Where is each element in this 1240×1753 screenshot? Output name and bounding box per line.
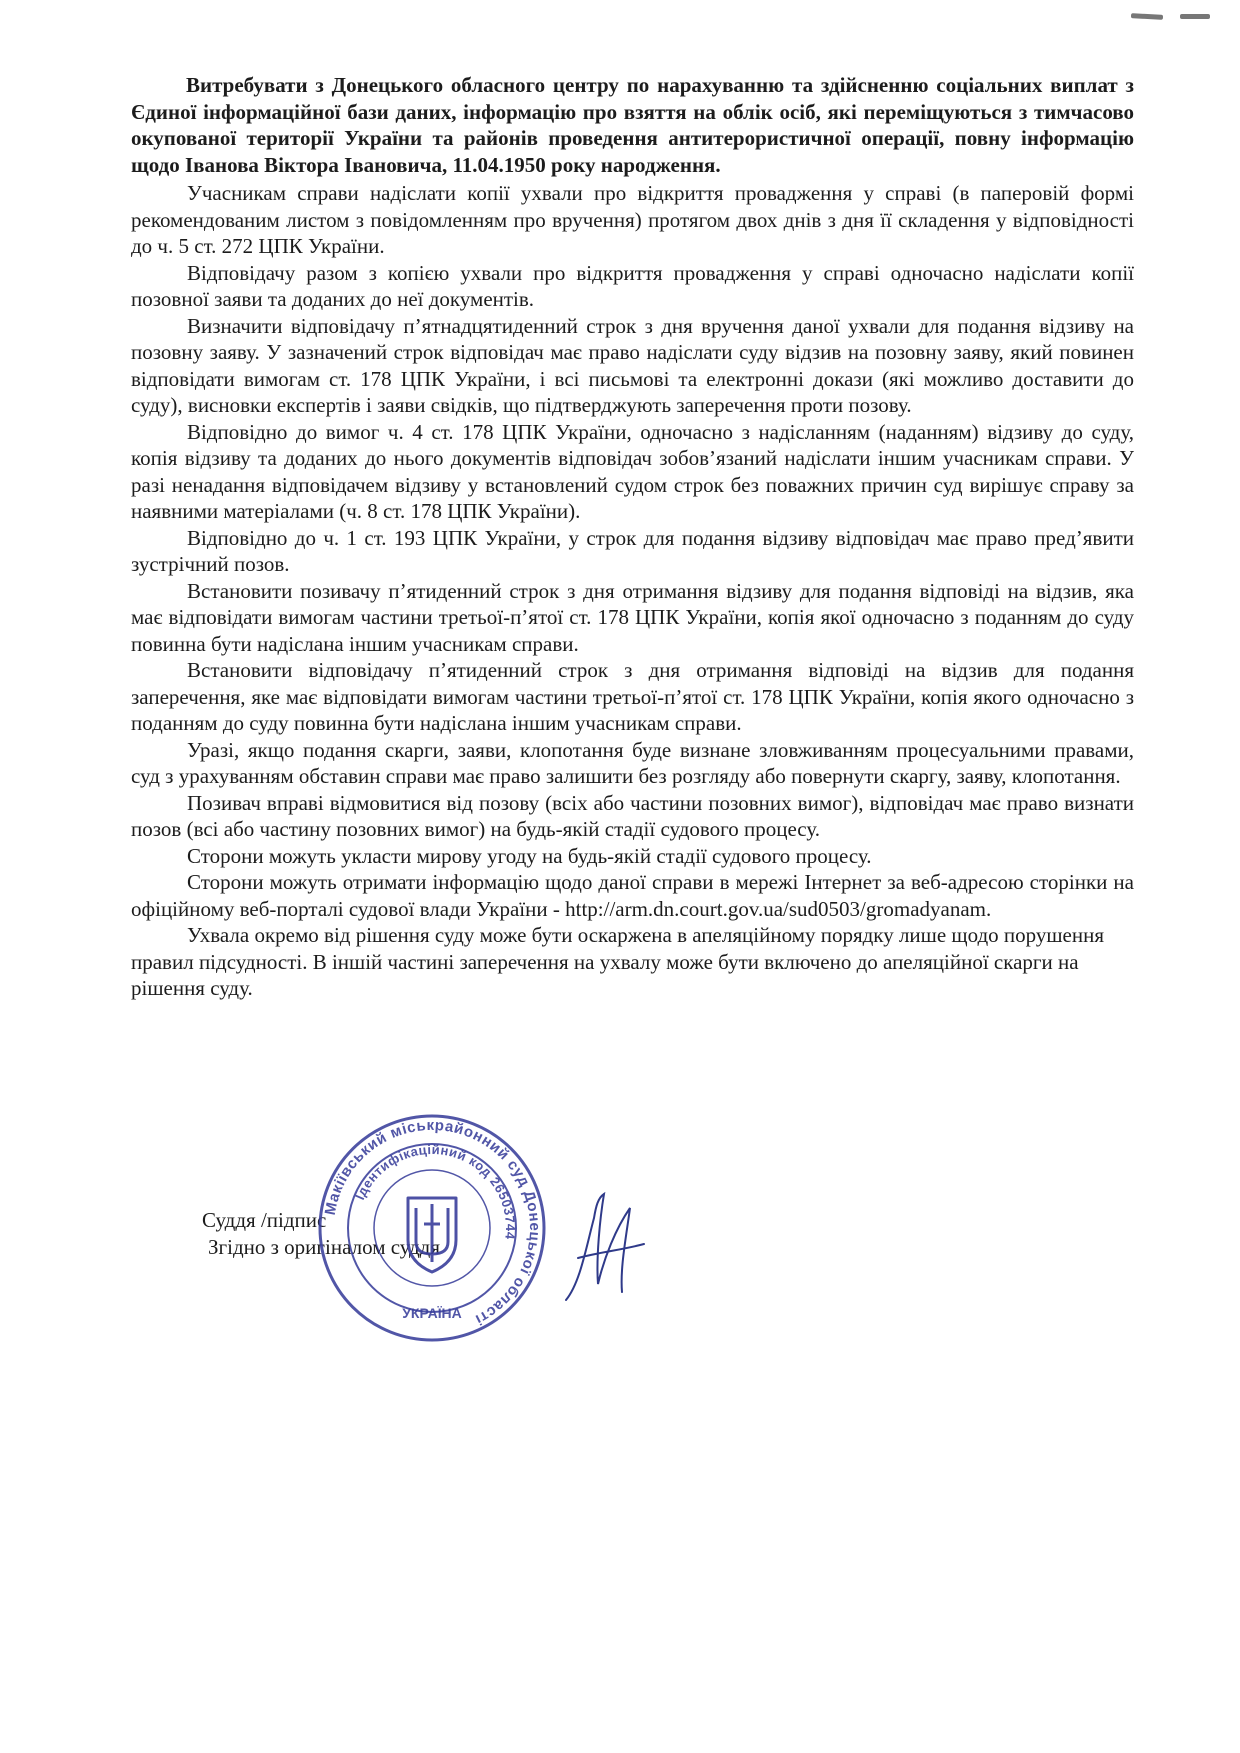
judge-signature-line: Суддя /підпис [202, 1208, 327, 1232]
paragraph-website [131, 869, 1134, 922]
stamp-inner-text: Ідентифікаційний код 26503744 [352, 1141, 519, 1241]
paragraph-appeal: Ухвала окремо від рішення суду може бути оскаржена в апеляційному порядку лише щодо порушення правил підсудності. В іншій частині заперечення на ухвалу може бути включено до апеляційної скарги на рішення суду. [131, 923, 1104, 1000]
trident-icon [408, 1198, 456, 1272]
paragraph: Сторони можуть укласти мирову угоду на будь-якій стадії судового процесу. [187, 843, 872, 868]
stamp-outer-text: Макіївський міськрайонний суд Донецької області [321, 1116, 544, 1329]
website-text: Сторони можуть отримати інформацію щодо даної справи в мережі Інтернет за веб-адресою сторінки на офіційному веб-порталі судової влади України - [131, 870, 1134, 921]
handwritten-signature [560, 1188, 650, 1308]
document-body [131, 72, 1134, 1002]
paragraph: Позивач вправі відмовитися від позову (всіх або частини позовних вимог), відповідач має право визнати позов (всі або частину позовних вимог) на будь-якій стадії судового процесу. [131, 790, 1134, 841]
scan-mark [1180, 14, 1210, 19]
paragraph: Відповідно до ч. 1 ст. 193 ЦПК України, у строк для подання відзиву відповідач має право пред’явити зустрічний позов. [131, 525, 1134, 576]
paragraph: Уразі, якщо подання скарги, заяви, клопотання буде визнане зловживанням процесуальними правами, суд з урахуванням обставин справи має право залишити без розгляду або повернути скаргу, заяву, клопотання. [131, 737, 1134, 788]
certified-copy-line: Згідно з оригіналом суддя [208, 1235, 440, 1259]
paragraph: Учасникам справи надіслати копії ухвали про відкриття провадження у справі (в паперовій формі рекомендованим листом з повідомленням про вручення) протягом двох днів з дня її складення у відповідності до ч. 5 ст. 272 ЦПК України. [131, 181, 1134, 258]
paragraph: Визначити відповідачу п’ятнадцятиденний строк з дня вручення даної ухвали для подання відзиву на позовну заяву. У зазначений строк відповідач має право надіслати суду відзив на позовну заяву, який повинен відповідати вимогам ст. 178 ЦПК України, і всі письмові та електронні докази (які можливо доставити до суду), висновки експертів і заяви свідків, що підтверджують заперечення проти позову. [131, 313, 1134, 417]
stamp-bottom-text: УКРАЇНА [402, 1305, 462, 1321]
paragraph: Встановити позивачу п’ятиденний строк з дня отримання відзиву для подання відповіді на відзив, яка має відповідати вимогам частини третьої-п’ятої ст. 178 ЦПК України, копія якої одночасно з поданням до суду повинна бути надіслана іншим учасникам справи. [131, 578, 1134, 656]
paragraph: Відповідно до вимог ч. 4 ст. 178 ЦПК України, одночасно з надісланням (наданням) відзиву до суду, копія відзиву та доданих до нього документів відповідач зобов’язаний надіслати іншим учасникам справи. У разі ненадання відповідачем відзиву у встановлений судом строк без поважних причин суд вирішує справу за наявними матеріалами (ч. 8 ст. 178 ЦПК України). [131, 419, 1134, 523]
paragraph-request: Витребувати з Донецького обласного центру по нарахуванню та здійсненню соціальних виплат з Єдиної інформаційної бази даних, інформацію про взяття на облік осіб, які переміщуються з тимчасово окупованої території України та районів проведення антитерористичної операції, повну інформацію щодо Іванова Віктора Івановича, 11.04.1950 року народження. [131, 73, 1134, 177]
paragraph: Відповідачу разом з копією ухвали про відкриття провадження у справі одночасно надіслати копії позовної заяви та доданих до неї документів. [131, 260, 1134, 311]
court-seal-stamp [316, 1112, 548, 1344]
scan-mark [1131, 13, 1163, 20]
paragraph: Встановити відповідачу п’ятиденний строк з дня отримання відповіді на відзив для подання заперечення, яке має відповідати вимогам частини третьої-п’ятої ст. 178 ЦПК України, копія якого одночасно з поданням до суду повинна бути надіслана іншим учасникам справи. [131, 658, 1134, 735]
court-url-link[interactable]: http://arm.dn.court.gov.ua/sud0503/gromadyanam. [565, 896, 992, 921]
